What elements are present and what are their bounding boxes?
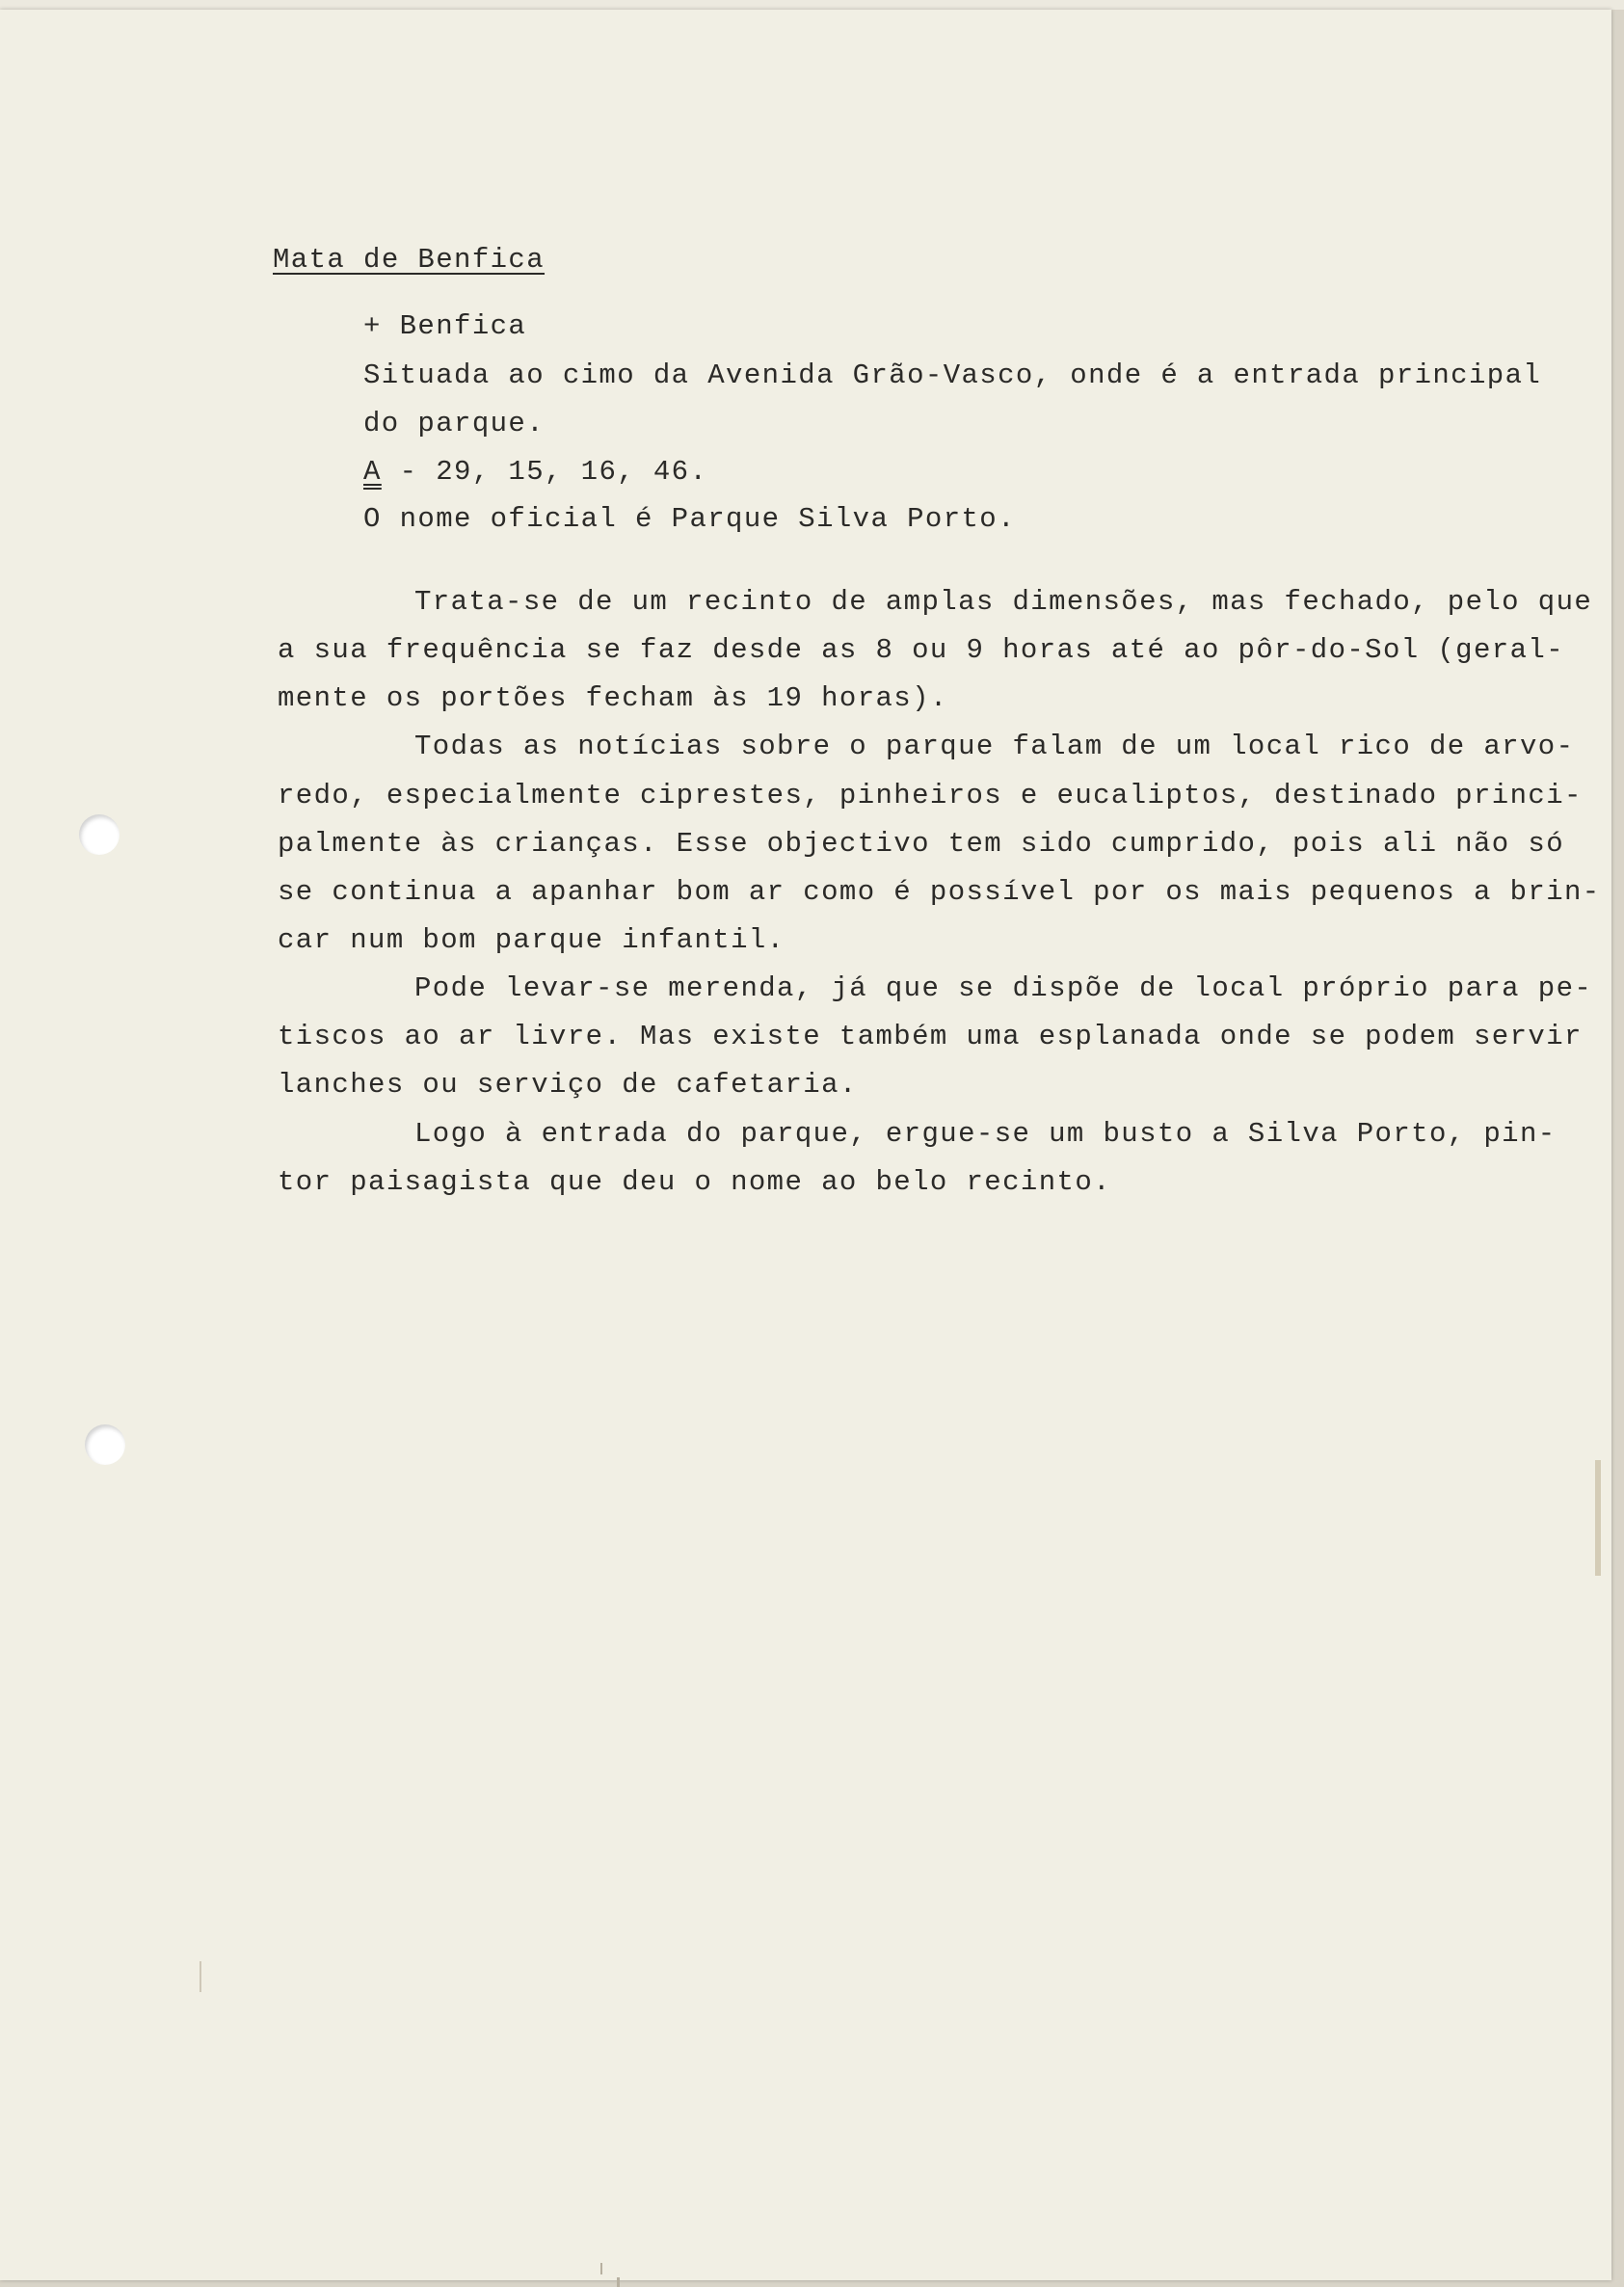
paragraph-line: Trata-se de um recinto de amplas dimensões, mas fechado, pelo que xyxy=(414,586,1593,618)
paragraph-line: Todas as notícias sobre o parque falam de um local rico de arvo- xyxy=(414,731,1575,762)
address-line-1: Situada ao cimo da Avenida Grão-Vasco, onde é a entrada principal xyxy=(363,359,1542,391)
paragraph-line: Pode levar-se merenda, já que se dispõe de local próprio para pe- xyxy=(414,972,1593,1004)
paper-speck xyxy=(600,2263,602,2274)
bus-line xyxy=(363,456,707,488)
paragraph-line: lanches ou serviço de cafetaria. xyxy=(278,1069,858,1101)
paragraph-line: a sua frequência se faz desde as 8 ou 9 horas até ao pôr-do-Sol (geral- xyxy=(278,634,1565,666)
paragraph-line: se continua a apanhar bom ar como é possível por os mais pequenos a brin- xyxy=(278,876,1601,908)
paragraph-line: redo, especialmente ciprestes, pinheiros e eucaliptos, destinado princi- xyxy=(278,780,1583,811)
bus-numbers: - 29, 15, 16, 46. xyxy=(381,456,708,488)
document-title: Mata de Benfica xyxy=(273,244,546,276)
official-name-line: O nome oficial é Parque Silva Porto. xyxy=(363,503,1016,535)
paragraph-line: car num bom parque infantil. xyxy=(278,924,785,956)
punch-hole-upper xyxy=(79,814,120,855)
paragraph-line: Logo à entrada do parque, ergue-se um busto a Silva Porto, pin- xyxy=(414,1118,1557,1150)
paper-edge-stain xyxy=(1595,1460,1601,1576)
paper-mark xyxy=(200,1961,201,1992)
paragraph-line: tor paisagista que deu o nome ao belo recinto. xyxy=(278,1166,1111,1198)
paragraph-line: mente os portões fecham às 19 horas). xyxy=(278,682,948,714)
location-line: + Benfica xyxy=(363,310,527,342)
typewritten-page xyxy=(0,10,1611,2280)
address-line-2: do parque. xyxy=(363,408,546,439)
paper-speck xyxy=(617,2277,620,2287)
paragraph-line: palmente às crianças. Esse objectivo tem sido cumprido, pois ali não só xyxy=(278,828,1565,860)
paragraph-line: tiscos ao ar livre. Mas existe também uma esplanada onde se podem servir xyxy=(278,1021,1583,1052)
page-top-edge xyxy=(0,0,1624,10)
bus-label: A xyxy=(363,456,382,488)
punch-hole-lower xyxy=(85,1424,125,1465)
